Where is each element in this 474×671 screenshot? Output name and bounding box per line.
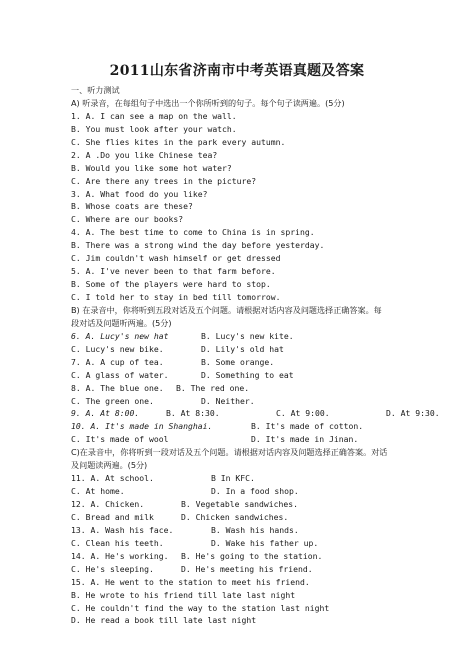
exam-line bbox=[71, 472, 466, 485]
exam-line: 段对话及问题听两遍。(5分) bbox=[71, 317, 172, 328]
exam-line: C. He couldn't find the way to the station last night bbox=[71, 602, 330, 613]
answer-option: C. Lucy's new bike. bbox=[71, 343, 164, 354]
exam-line: D. He read a book till late last night bbox=[71, 615, 257, 626]
answer-option: B. It's made of cotton. bbox=[251, 421, 364, 432]
answer-option: 6. A. Lucy's new hat bbox=[71, 330, 169, 341]
exam-line: C. Are there any trees in the picture? bbox=[71, 175, 257, 186]
exam-line bbox=[71, 395, 466, 408]
answer-option: C. Clean his teeth. bbox=[71, 537, 164, 548]
answer-option: D. He's meeting his friend. bbox=[181, 563, 313, 574]
answer-option: C. It's made of wool bbox=[71, 434, 169, 445]
exam-line: 4. A. The best time to come to China is in spring. bbox=[71, 227, 315, 238]
exam-line bbox=[71, 537, 466, 550]
exam-line bbox=[71, 550, 466, 563]
exam-line: 5. A. I've never been to that farm before. bbox=[71, 266, 276, 277]
answer-option: C. At home. bbox=[71, 486, 125, 497]
answer-option: 11. A. At school. bbox=[71, 473, 154, 484]
exam-line: C. Jim couldn't wash himself or get dressed bbox=[71, 253, 281, 264]
page-title: 2011山东省济南市中考英语真题及答案 bbox=[109, 63, 365, 79]
exam-line bbox=[71, 382, 466, 395]
exam-line: 及问题读两遍。(5分) bbox=[71, 460, 148, 471]
exam-line: C. I told her to stay in bed till tomorrow. bbox=[71, 292, 281, 302]
answer-option: D. Neither. bbox=[201, 395, 255, 406]
exam-line bbox=[71, 330, 466, 343]
answer-option: B. Lucy's new kite. bbox=[201, 330, 294, 341]
exam-line bbox=[71, 563, 466, 576]
exam-line: 一、听力测试 bbox=[71, 85, 120, 95]
exam-line bbox=[71, 485, 466, 498]
exam-line: A) 听录音，在每组句子中选出一个你所听到的句子。每个句子读两遍。(5分) bbox=[71, 97, 345, 108]
answer-option: 10. A. It's made in Shanghai. bbox=[71, 421, 213, 432]
exam-line: 2. A .Do you like Chinese tea? bbox=[71, 149, 218, 160]
answer-option: B. Wash his hands. bbox=[211, 524, 299, 535]
answer-option: 13. A. Wash his face. bbox=[71, 524, 174, 535]
exam-line: 15. A. He went to the station to meet his friend. bbox=[71, 576, 310, 587]
exam-line bbox=[71, 407, 466, 420]
exam-line bbox=[71, 511, 466, 524]
exam-line bbox=[71, 369, 466, 382]
exam-line bbox=[71, 420, 466, 433]
answer-option: C. He's sleeping. bbox=[71, 563, 154, 574]
answer-option: 9. A. At 8:00. bbox=[71, 408, 140, 419]
exam-line: C)在录音中，你将听到一段对话及五个问题。请根据对话内容及问题选择正确答案。对话 bbox=[71, 447, 388, 458]
exam-line: B. Whose coats are these? bbox=[71, 201, 193, 212]
exam-line: B. Some of the players were hard to stop. bbox=[71, 279, 271, 290]
answer-option: C. At 9:00. bbox=[276, 408, 330, 419]
exam-line: 3. A. What food do you like? bbox=[71, 188, 208, 199]
answer-option: B. Some orange. bbox=[201, 356, 275, 367]
answer-option: B. He's going to the station. bbox=[181, 550, 323, 561]
exam-line: B. There was a strong wind the day before yesterday. bbox=[71, 240, 325, 251]
exam-line: B. You must look after your watch. bbox=[71, 123, 237, 134]
answer-option: D. Chicken sandwiches. bbox=[181, 511, 289, 522]
answer-option: B. Vegetable sandwiches. bbox=[181, 499, 298, 509]
answer-option: D. Lily's old hat bbox=[201, 343, 284, 354]
answer-option: B In KFC. bbox=[211, 473, 255, 484]
answer-option: D. Something to eat bbox=[201, 369, 294, 380]
exam-line: C. Where are our books? bbox=[71, 214, 184, 225]
answer-option: C. The green one. bbox=[71, 395, 154, 406]
answer-option: 12. A. Chicken. bbox=[71, 499, 145, 509]
answer-option: 7. A. A cup of tea. bbox=[71, 356, 164, 367]
answer-option: D. In a food shop. bbox=[211, 486, 299, 497]
answer-option: C. Bread and milk bbox=[71, 511, 154, 522]
exam-line: B. Would you like some hot water? bbox=[71, 162, 232, 173]
answer-option: B. The red one. bbox=[176, 382, 250, 393]
exam-line: B) 在录音中，你将听到五段对话及五个问题。请根据对话内容及问题选择正确答案。每 bbox=[71, 304, 382, 315]
exam-line bbox=[71, 498, 466, 511]
answer-option: D. It's made in Jinan. bbox=[251, 434, 359, 445]
answer-option: D. At 9:30. bbox=[386, 408, 440, 419]
exam-line bbox=[71, 433, 466, 446]
answer-option: B. At 8:30. bbox=[166, 408, 220, 419]
exam-line bbox=[71, 343, 466, 356]
exam-line: B. He wrote to his friend till late last night bbox=[71, 589, 296, 600]
answer-option: D. Wake his father up. bbox=[211, 537, 319, 548]
exam-line: C. She flies kites in the park every autumn. bbox=[71, 136, 286, 147]
answer-option: 8. A. The blue one. bbox=[71, 382, 164, 393]
exam-content bbox=[71, 84, 466, 627]
exam-line bbox=[71, 356, 466, 369]
exam-line: 1. A. I can see a map on the wall. bbox=[71, 110, 237, 121]
answer-option: 14. A. He's working. bbox=[71, 550, 169, 561]
answer-option: C. A glass of water. bbox=[71, 369, 169, 380]
exam-line bbox=[71, 524, 466, 537]
